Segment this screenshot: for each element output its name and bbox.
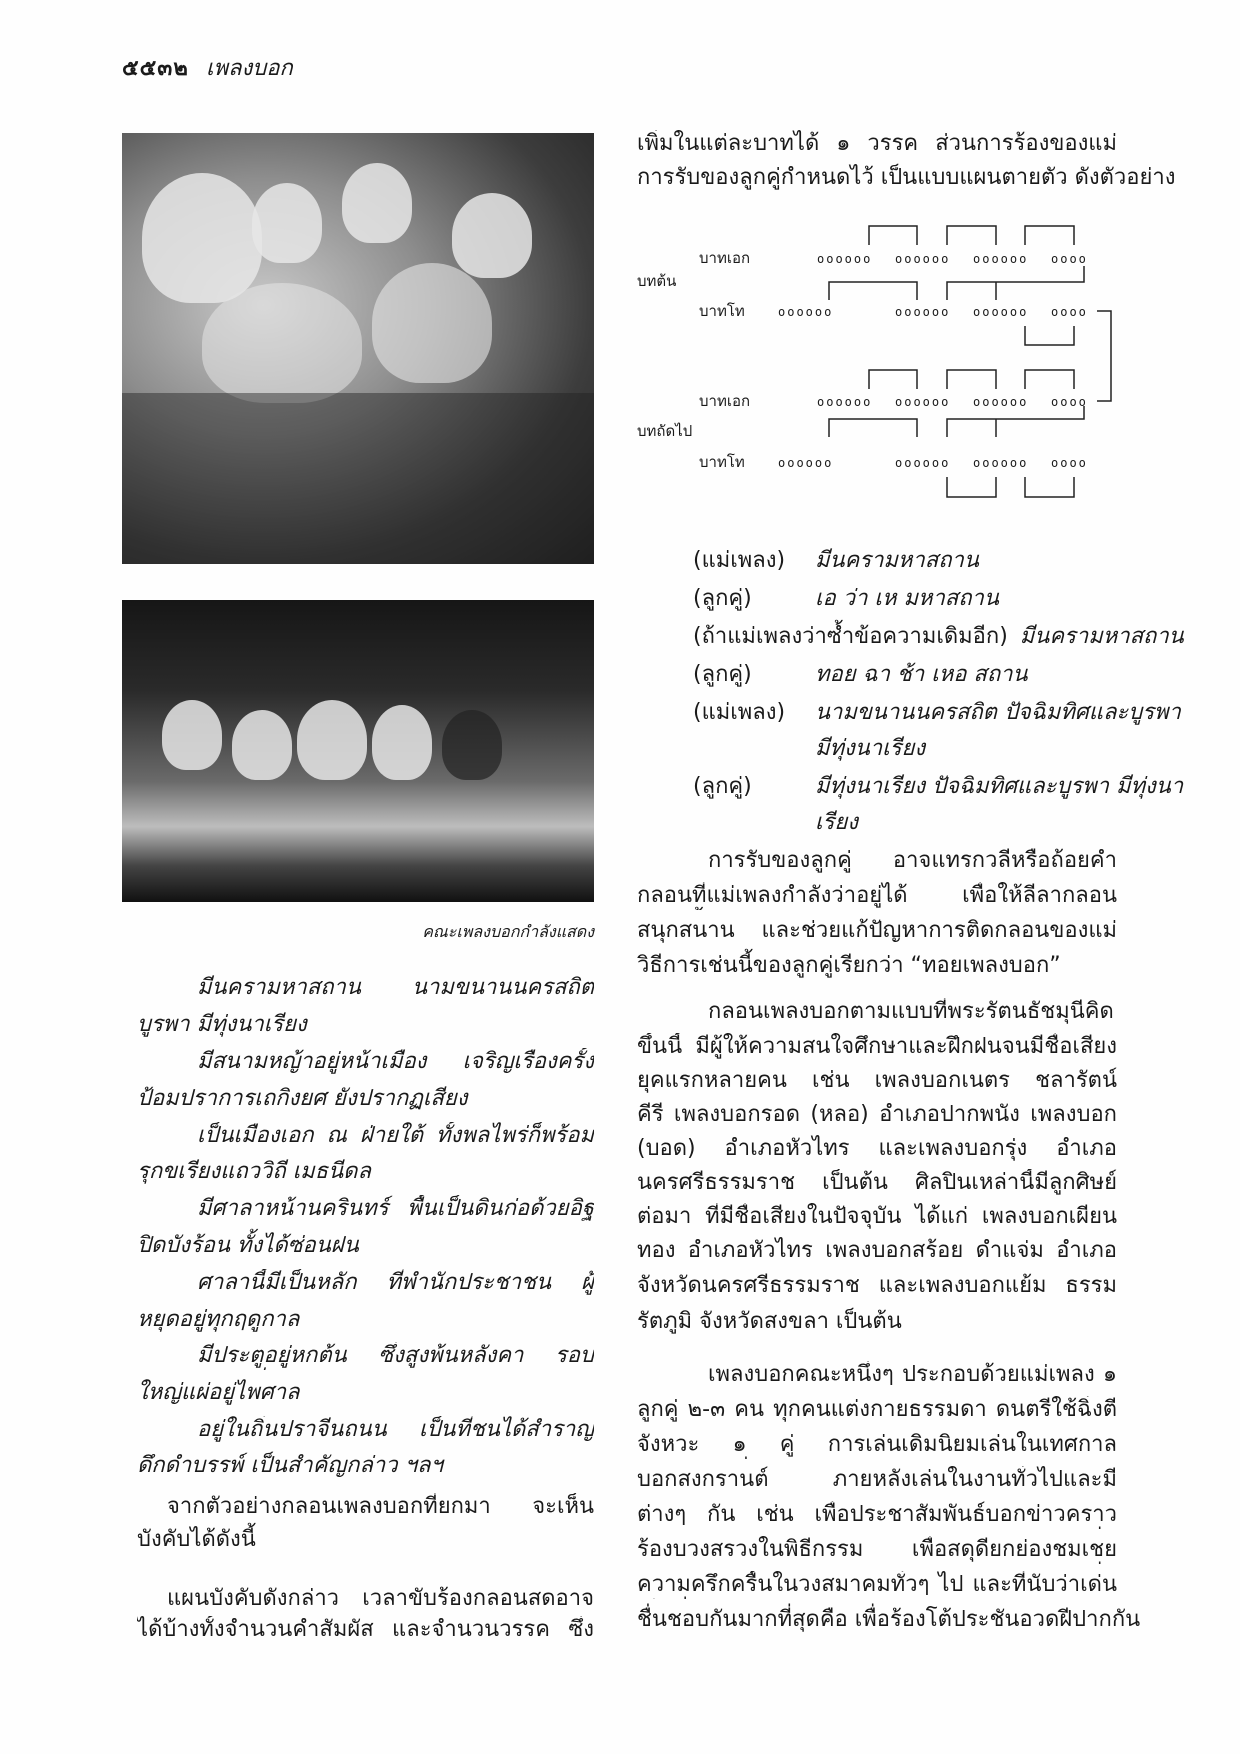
body-line: จังหวะ ๑ คู่ การเล่นเดิมนิยมเล่นในเทศกาล	[637, 1432, 1117, 1457]
body-line: จากตัวอย่างกลอนเพลงบอกที่ยกมา จะเห็น	[167, 1494, 594, 1519]
photo-troupe-performing	[122, 600, 594, 902]
label-bat-tho: บาทโท	[699, 453, 745, 471]
photo-performers-closeup	[122, 133, 594, 564]
body-line: ขึ้นนี้ มีผู้ให้ความสนใจศึกษาและฝึกฝนจนมีชื่อเสียง	[637, 1034, 1117, 1059]
poem-line: มีนครามหาสถาน นามขนานนครสถิต	[197, 975, 594, 1000]
dialogue-row	[693, 699, 1181, 727]
verse-text: ทอย ฉา ช้า เหอ สถาน	[815, 662, 1028, 687]
syllable-group: oooo	[1051, 252, 1088, 266]
body-line: แผนบังคับดังกล่าว เวลาขับร้องกลอนสดอาจ	[167, 1586, 594, 1611]
dialogue-row	[693, 547, 979, 575]
body-line: ต่อมา ที่มีชื่อเสียงในปัจจุบัน ได้แก่ เพลงบอกเผียน	[637, 1204, 1117, 1229]
poem-line: หยุดอยู่ทุกฤดูกาล	[137, 1307, 300, 1332]
body-line: บอกสงกรานต์ ภายหลังเล่นในงานทั่วไปและมี	[637, 1467, 1117, 1492]
photo-caption: คณะเพลงบอกกำลังแสดง	[422, 922, 594, 941]
label-bat-tho: บาทโท	[699, 302, 745, 320]
body-line: คีรี เพลงบอกรอด (หลอ) อำเภอปากพนัง เพลงบอก	[637, 1102, 1117, 1127]
speaker-label: (แม่เพลง)	[693, 700, 786, 725]
body-line: การรับของลูกคู่ อาจแทรกวลีหรือถ้อยคำ	[708, 848, 1117, 873]
body-line: บังคับได้ดังนี้	[137, 1527, 256, 1552]
syllable-group: oooooo	[817, 395, 873, 409]
body-line: กลอนที่แม่เพลงกำลังว่าอยู่ได้ เพื่อให้ลีลากลอน	[637, 883, 1117, 908]
verse-text: เรียง	[815, 810, 858, 835]
body-line: ลูกคู่ ๒-๓ คน ทุกคนแต่งกายธรรมดา ดนตรีใช้ฉิ่งตี	[637, 1397, 1117, 1422]
poem-line: มีศาลาหน้านครินทร์ พื้นเป็นดินก่อด้วยอิฐ	[197, 1196, 594, 1221]
body-line: นครศรีธรรมราช เป็นต้น ศิลปินเหล่านี้มีลูกศิษย์	[637, 1170, 1117, 1195]
verse-text: มีทุ่งนาเรียง ปัจฉิมทิศและบูรพา มีทุ่งนา	[815, 774, 1184, 799]
body-line: วิธีการเช่นนี้ของลูกคู่เรียกว่า “ทอยเพลงบอก”	[637, 953, 1061, 978]
label-bot-tad-pai: บทถัดไป	[637, 422, 693, 440]
body-line: ความครึกครื้นในวงสมาคมทั่วๆ ไป และที่นับว่าเด่น	[637, 1572, 1117, 1597]
poem-line: มีสนามหญ้าอยู่หน้าเมือง เจริญเรืองครั้ง	[197, 1049, 594, 1074]
body-line: จังหวัดนครศรีธรรมราช และเพลงบอกแย้ม ธรรม	[637, 1273, 1117, 1298]
dialogue-row	[693, 585, 999, 613]
syllable-group: oooooo	[778, 456, 834, 470]
verse-text: เอ ว่า เห มหาสถาน	[815, 586, 999, 611]
dialogue-row	[693, 735, 925, 763]
syllable-group: oooooo	[817, 252, 873, 266]
speaker-label: (ลูกคู่)	[693, 586, 752, 611]
syllable-group: oooooo	[778, 305, 834, 319]
verse-text: มีนครามหาสถาน	[815, 548, 979, 573]
body-line: ร้องบวงสรวงในพิธีกรรม เพื่อสดุดียกย่องชมเชย	[637, 1537, 1117, 1562]
body-line: เพลงบอกคณะหนึ่งๆ ประกอบด้วยแม่เพลง ๑	[708, 1362, 1117, 1387]
body-line: สนุกสนาน และช่วยแก้ปัญหาการติดกลอนของแม่	[637, 918, 1117, 943]
poem-line: มีประตูอยู่หกต้น ซึ่งสูงพ้นหลังคา รอบ	[197, 1343, 594, 1368]
body-line: ได้บ้างทั้งจำนวนคำสัมผัส และจำนวนวรรค ซึ่ง	[137, 1617, 594, 1642]
speaker-label: (ถ้าแม่เพลงว่าซ้ำข้อความเดิมอีก)	[693, 624, 1008, 649]
poem-line: ดึกดำบรรพ์ เป็นสำคัญกล่าว ฯลฯ	[137, 1453, 443, 1478]
verse-text: นามขนานนครสถิต ปัจฉิมทิศและบูรพา	[815, 700, 1181, 725]
body-line: ทอง อำเภอหัวไทร เพลงบอกสร้อย ดำแจ่ม อำเภอ	[637, 1238, 1117, 1263]
poem-line: ใหญ่แผ่อยู่ไพศาล	[137, 1380, 300, 1405]
body-line: ชื่นชอบกันมากที่สุดคือ เพื่อร้องโต้ประชันอวดฝีปากกัน	[637, 1607, 1141, 1632]
body-line: เพิ่มในแต่ละบาทได้ ๑ วรรค ส่วนการร้องของแม่	[637, 131, 1117, 156]
syllable-group: oooo	[1051, 456, 1088, 470]
poem-line: บูรพา มีทุ่งนาเรียง	[137, 1012, 307, 1037]
body-line: รัตภูมิ จังหวัดสงขลา เป็นต้น	[637, 1309, 902, 1334]
speaker-label: (ลูกคู่)	[693, 662, 752, 687]
syllable-group: oooooo	[973, 395, 1029, 409]
poem-line: ปิดบังร้อน ทั้งได้ซ่อนฝน	[137, 1233, 359, 1258]
verse-text: มีทุ่งนาเรียง	[815, 736, 926, 761]
syllable-group: oooooo	[973, 456, 1029, 470]
poem-line: เป็นเมืองเอก ณ ฝ่ายใต้ ทั้งพลไพร่ก็พร้อม	[197, 1123, 594, 1148]
body-line: การรับของลูกคู่กำหนดไว้ เป็นแบบแผนตายตัว ดังตัวอย่าง	[637, 165, 1176, 190]
syllable-group: oooooo	[895, 395, 951, 409]
syllable-group: oooooo	[895, 456, 951, 470]
syllable-group: oooooo	[895, 305, 951, 319]
syllable-group: oooooo	[895, 252, 951, 266]
poem-line: อยู่ในถิ่นปราจีนถนน เป็นที่ชนได้สำราญ	[197, 1417, 594, 1442]
speaker-label: (แม่เพลง)	[693, 548, 786, 573]
syllable-group: oooooo	[973, 305, 1029, 319]
dialogue-row	[693, 623, 1184, 651]
dialogue-row	[693, 773, 1183, 801]
label-bat-ek: บาทเอก	[699, 249, 751, 267]
verse-text: มีนครามหาสถาน	[1019, 624, 1184, 649]
body-line: ยุคแรกหลายคน เช่น เพลงบอกเนตร ชลารัตน์	[637, 1068, 1117, 1093]
speaker-label: (ลูกคู่)	[693, 774, 752, 799]
dialogue-row	[693, 809, 858, 837]
label-bat-ek: บาทเอก	[699, 392, 751, 410]
poem-line: ป้อมปราการเถกิงยศ ยังปรากฏเสียง	[137, 1086, 468, 1111]
label-bot-ton: บทต้น	[637, 272, 677, 290]
page-number: ๕๕๓๒	[122, 56, 189, 81]
syllable-group: oooo	[1051, 305, 1088, 319]
poem-line: ศาลานี้มีเป็นหลัก ที่พำนักประชาชน ผู้	[197, 1270, 594, 1295]
body-line: ต่างๆ กัน เช่น เพื่อประชาสัมพันธ์บอกข่าวคราว	[637, 1502, 1117, 1527]
syllable-group: oooooo	[973, 252, 1029, 266]
syllable-group: oooo	[1051, 395, 1088, 409]
poem-line: รุกขเรียงแถววิถี เมธนีดล	[137, 1159, 371, 1184]
body-line: (บอด) อำเภอหัวไทร และเพลงบอกรุ่ง อำเภอ	[637, 1136, 1117, 1161]
body-line: กลอนเพลงบอกตามแบบที่พระรัตนธัชมุนีคิด	[708, 999, 1114, 1024]
dialogue-row	[693, 661, 1028, 689]
running-title: เพลงบอก	[206, 56, 293, 81]
